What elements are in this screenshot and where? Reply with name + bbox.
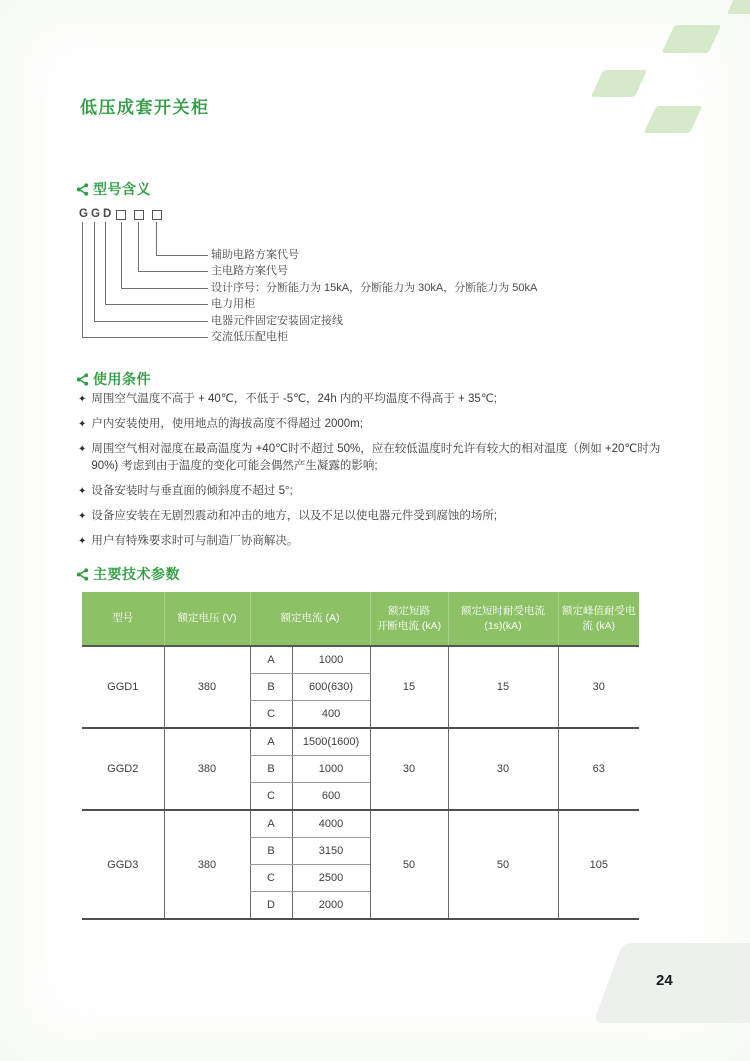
condition-text: 设备安装时与垂直面的倾斜度不超过 5°; — [91, 485, 293, 497]
diagram-label: 设计序号：分断能力为 15kA，分断能力为 30kA，分断能力为 50kA — [211, 282, 538, 294]
diamond-bullet-icon: ✦ — [78, 511, 87, 522]
cell-peak: 63 — [558, 728, 639, 810]
cell-current-code: D — [250, 892, 292, 920]
model-code-letter: G — [79, 208, 88, 220]
list-item — [78, 391, 678, 408]
share-icon — [76, 568, 89, 581]
diamond-bullet-icon: ✦ — [78, 444, 87, 455]
cell-withstand: 50 — [448, 810, 558, 919]
list-item — [78, 533, 678, 550]
section-heading-main-parameters — [76, 564, 180, 584]
condition-text: 周围空气相对湿度在最高温度为 +40℃时不超过 50%，应在较低温度时允许有较大的相对温度（例如 +20℃时为 90%) 考虑到由于温度的变化可能会偶然产生凝露的影响; — [91, 443, 661, 472]
diagram-label: 电力用柜 — [211, 298, 255, 310]
decorative-parallelogram — [661, 25, 721, 53]
decorative-parallelogram — [591, 70, 648, 97]
model-code-box — [134, 210, 144, 220]
list-item — [78, 441, 678, 475]
column-header-voltage: 额定电压 (V) — [164, 592, 250, 646]
cell-withstand: 15 — [448, 646, 558, 728]
column-header-model: 型号 — [82, 592, 164, 646]
cell-current-value: 400 — [292, 701, 370, 729]
cell-model: GGD3 — [82, 810, 164, 919]
cell-current-value: 600 — [292, 783, 370, 811]
cell-current-value: 1500(1600) — [292, 728, 370, 756]
page-title: 低压成套开关柜 — [80, 98, 210, 117]
page-number: 24 — [656, 972, 673, 989]
cell-voltage: 380 — [164, 646, 250, 728]
decorative-parallelogram — [644, 106, 703, 133]
diamond-bullet-icon: ✦ — [78, 394, 87, 405]
cell-current-code: B — [250, 674, 292, 701]
model-designation-diagram — [78, 208, 678, 348]
cell-current-code: B — [250, 838, 292, 865]
model-code-box — [116, 210, 126, 220]
cell-current-code: B — [250, 756, 292, 783]
column-header-current: 额定电流 (A) — [250, 592, 370, 646]
cell-model: GGD1 — [82, 646, 164, 728]
cell-current-code: C — [250, 701, 292, 729]
cell-current-code: A — [250, 646, 292, 674]
section-heading-label: 型号含义 — [93, 181, 151, 197]
cell-current-value: 4000 — [292, 810, 370, 838]
cell-current-value: 1000 — [292, 756, 370, 783]
diagram-connector-line — [82, 222, 208, 338]
cell-current-code: C — [250, 865, 292, 892]
cell-breaking: 30 — [370, 728, 448, 810]
table-row — [82, 728, 639, 756]
cell-peak: 105 — [558, 810, 639, 919]
diamond-bullet-icon: ✦ — [78, 536, 87, 547]
condition-text: 设备应安装在无剧烈震动和冲击的地方，以及不足以使电器元件受到腐蚀的场所; — [91, 510, 498, 522]
share-icon — [76, 373, 89, 386]
cell-current-code: A — [250, 810, 292, 838]
cell-current-code: A — [250, 728, 292, 756]
condition-text: 周围空气温度不高于 + 40℃，不低于 -5℃，24h 内的平均温度不得高于 + 35℃; — [91, 393, 497, 405]
cell-current-value: 3150 — [292, 838, 370, 865]
diagram-label: 辅助电路方案代号 — [211, 249, 299, 261]
diagram-label: 电器元件固定安装固定接线 — [211, 315, 343, 327]
cell-model: GGD2 — [82, 728, 164, 810]
cell-current-value: 600(630) — [292, 674, 370, 701]
diagram-label: 主电路方案代号 — [211, 265, 288, 277]
cell-breaking: 50 — [370, 810, 448, 919]
cell-current-value: 2500 — [292, 865, 370, 892]
diamond-bullet-icon: ✦ — [78, 419, 87, 430]
condition-text: 户内安装使用，使用地点的海拔高度不得超过 2000m; — [91, 418, 363, 430]
cell-withstand: 30 — [448, 728, 558, 810]
cell-breaking: 15 — [370, 646, 448, 728]
table-header-row — [82, 592, 639, 646]
model-code-letter: D — [103, 208, 112, 220]
decorative-parallelogram — [727, 0, 750, 14]
cell-peak: 30 — [558, 646, 639, 728]
cell-voltage: 380 — [164, 810, 250, 919]
column-header-breaking: 额定短路 开断电流 (kA) — [370, 592, 448, 646]
share-icon — [76, 183, 89, 196]
list-item — [78, 508, 678, 525]
cell-current-value: 2000 — [292, 892, 370, 920]
cell-current-value: 1000 — [292, 646, 370, 674]
column-header-peak: 额定峰值耐受电 流 (kA) — [558, 592, 639, 646]
diagram-label: 交流低压配电柜 — [211, 331, 288, 343]
column-header-withstand: 额定短时耐受电流 (1s)(kA) — [448, 592, 558, 646]
model-code-box — [152, 210, 162, 220]
section-heading-usage-conditions — [76, 369, 151, 389]
list-item — [78, 416, 678, 433]
technical-parameters-table — [82, 592, 639, 920]
cell-current-code: C — [250, 783, 292, 811]
table-row — [82, 810, 639, 838]
cell-voltage: 380 — [164, 728, 250, 810]
model-code-letter: G — [91, 208, 100, 220]
list-item — [78, 483, 678, 500]
condition-text: 用户有特殊要求时可与制造厂协商解决。 — [91, 535, 299, 547]
diamond-bullet-icon: ✦ — [78, 486, 87, 497]
section-heading-model-meaning — [76, 179, 151, 199]
section-heading-label: 使用条件 — [93, 371, 151, 387]
section-heading-label: 主要技术参数 — [93, 566, 180, 582]
usage-conditions-list — [78, 391, 678, 558]
table-row — [82, 646, 639, 674]
